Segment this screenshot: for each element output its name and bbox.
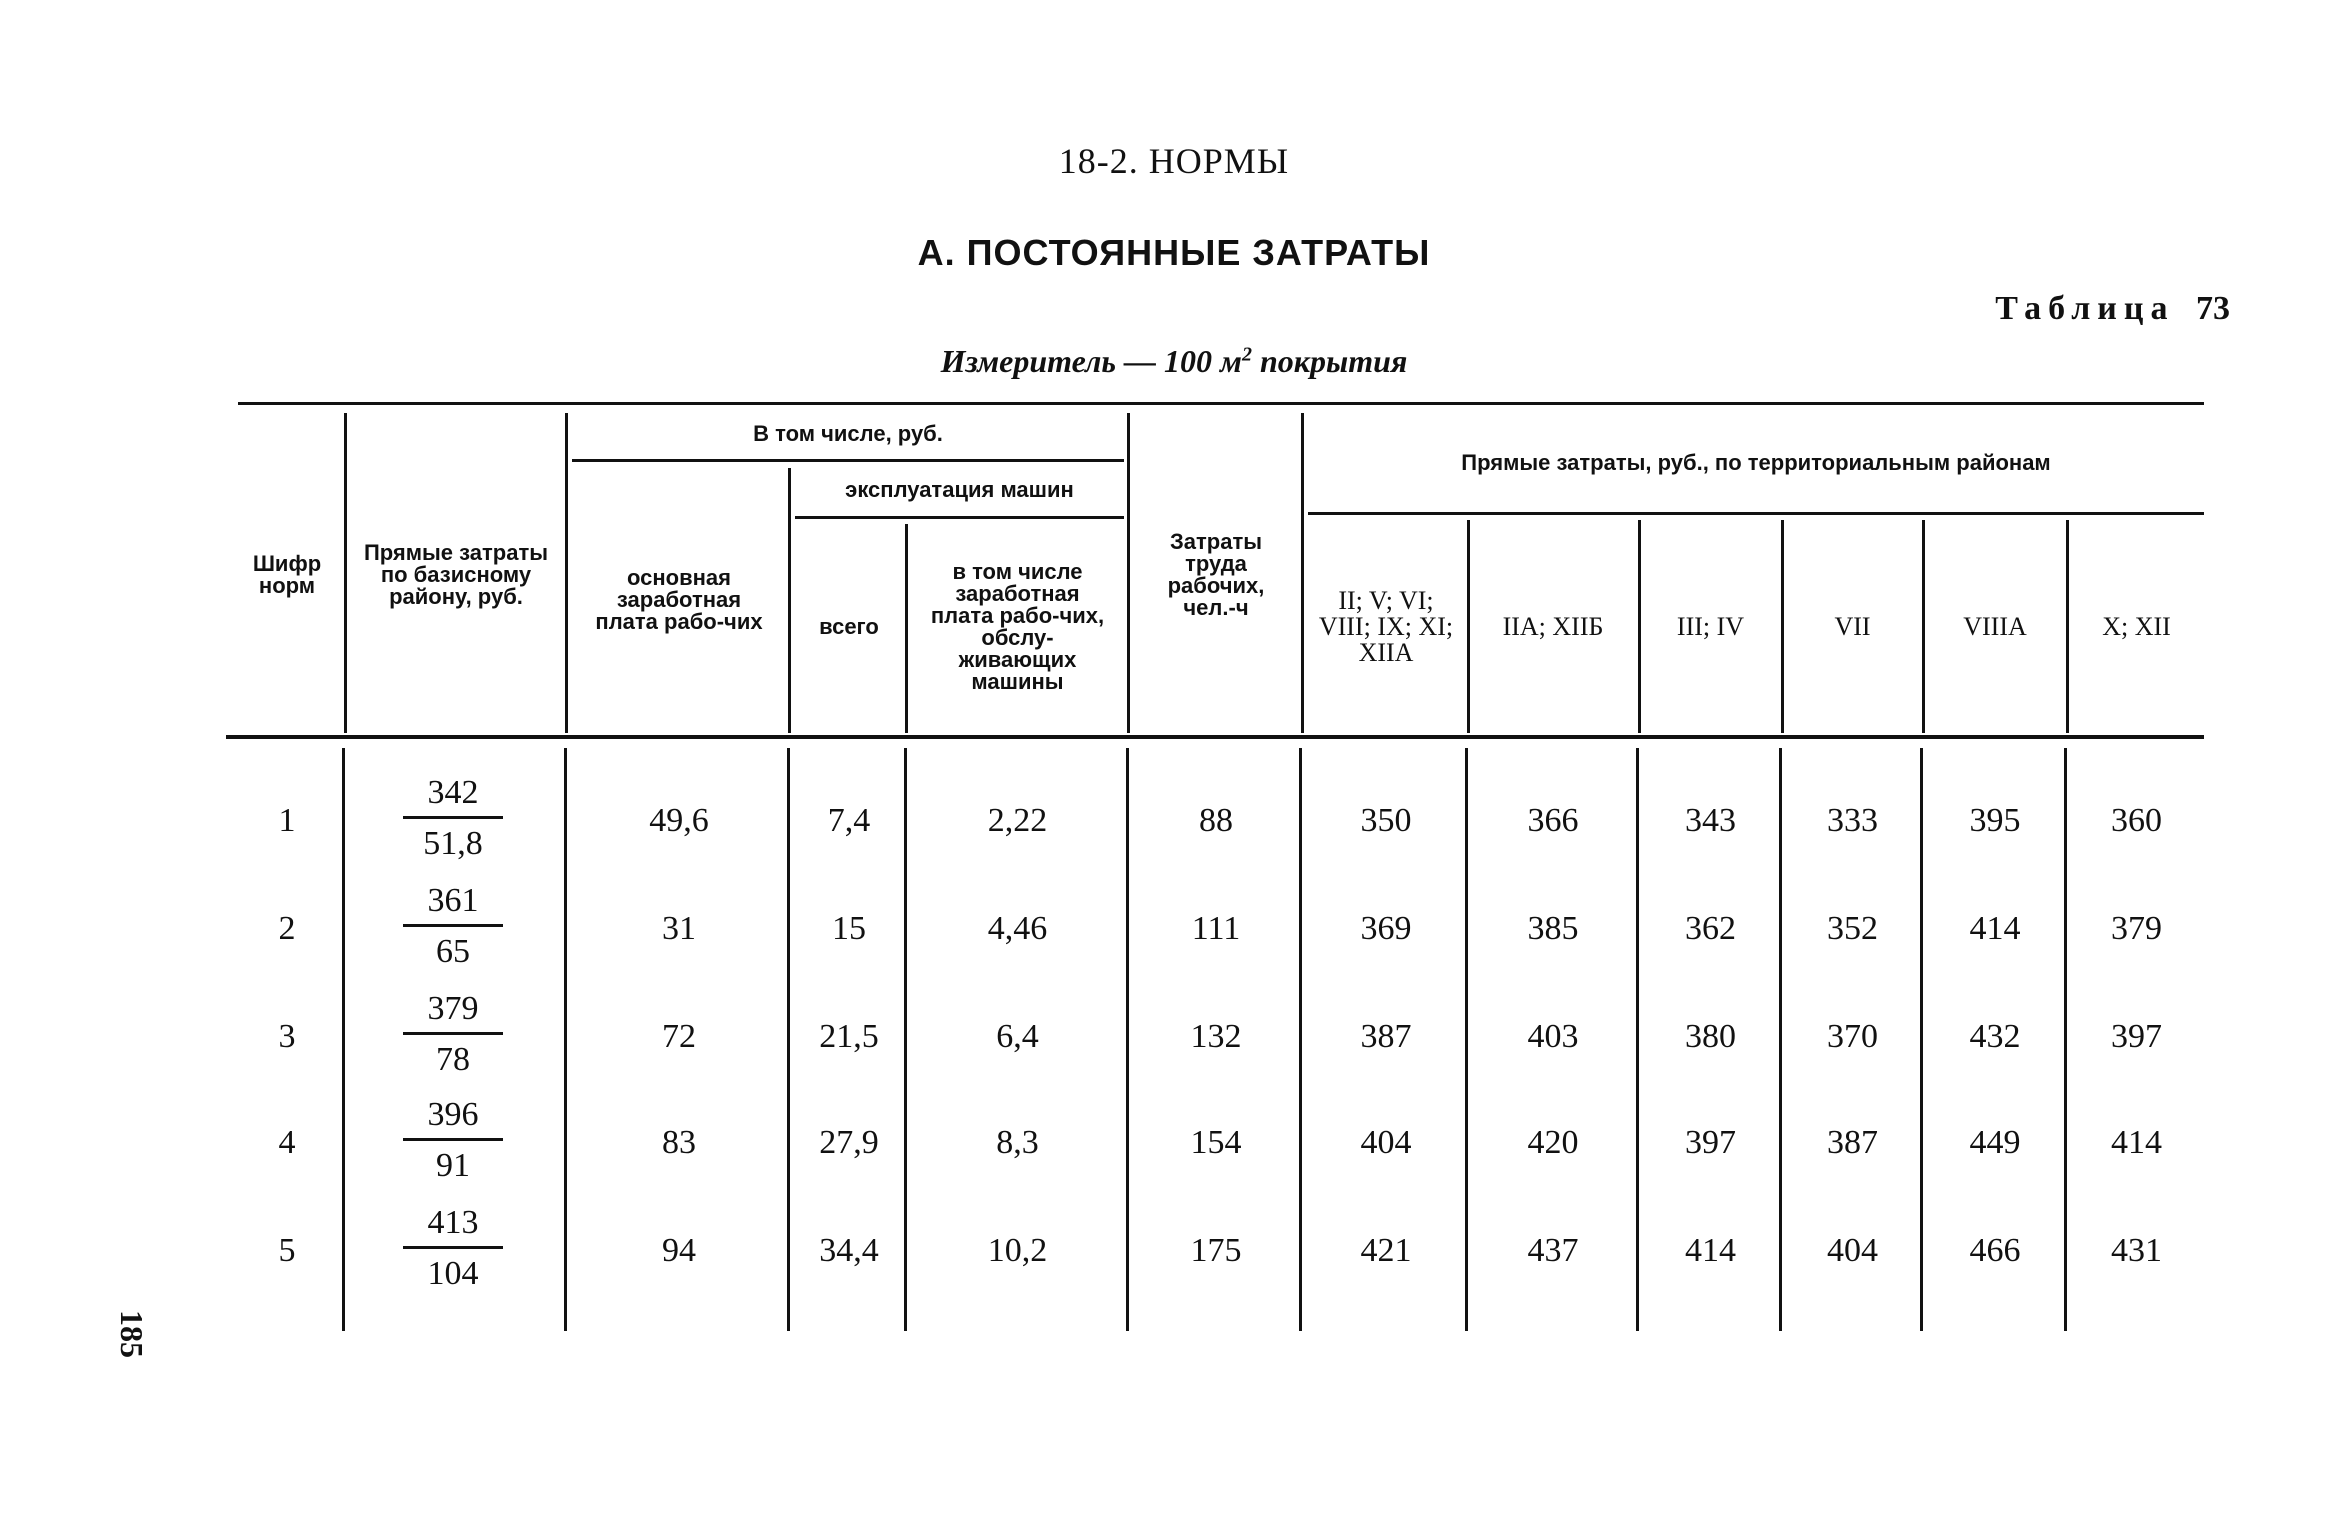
- body-vline: [342, 748, 345, 1331]
- row-code: 5: [278, 1232, 296, 1269]
- row-code: 1: [278, 802, 296, 839]
- header-labor: Затраты труда рабочих, чел.-ч: [1167, 529, 1265, 620]
- direct-base-fraction: [403, 986, 503, 1081]
- section-title: 18-2. НОРМЫ: [1058, 141, 1290, 181]
- direct-base-top: 379: [403, 986, 503, 1035]
- measure-unit: [0, 343, 2348, 380]
- region-value: 397: [1685, 1124, 1736, 1161]
- region-value: 395: [1969, 802, 2021, 839]
- body-vline: [904, 748, 907, 1331]
- region-value: 333: [1827, 802, 1878, 839]
- header-region-2: IIА; XIIБ: [1502, 612, 1604, 641]
- labor-hours: 175: [1190, 1232, 1242, 1269]
- header-region-5: VIIIА: [1963, 612, 2027, 641]
- region-value: 350: [1360, 802, 1412, 839]
- region-value: 352: [1827, 910, 1878, 947]
- region-value: 387: [1360, 1018, 1412, 1055]
- region-value: 404: [1827, 1232, 1878, 1269]
- machine-total: 27,9: [819, 1124, 879, 1161]
- header-vline: [788, 468, 791, 733]
- region-value: 421: [1360, 1232, 1412, 1269]
- header-region-6: X; XII: [2102, 612, 2171, 641]
- header-total: всего: [819, 614, 879, 639]
- labor-hours: 154: [1190, 1124, 1242, 1161]
- labor-hours: 132: [1190, 1018, 1242, 1055]
- basic-wage: 94: [662, 1232, 696, 1269]
- region-value: 385: [1527, 910, 1579, 947]
- direct-base-fraction: [403, 878, 503, 973]
- region-value: 414: [1969, 910, 2021, 947]
- region-value: 420: [1527, 1124, 1579, 1161]
- region-value: 404: [1360, 1124, 1412, 1161]
- header-basic-wage: основная заработная плата рабо-чих: [595, 565, 763, 634]
- direct-base-fraction: [403, 1200, 503, 1295]
- body-vline: [787, 748, 790, 1331]
- header-region-1: II; V; VI; VIII; IX; XI; XIIА: [1318, 586, 1454, 667]
- machine-wage: 10,2: [987, 1232, 1048, 1269]
- machine-total: 7,4: [827, 802, 871, 839]
- header-machine-ops: эксплуатация машин: [845, 477, 1074, 502]
- direct-base-top: 413: [403, 1200, 503, 1249]
- direct-base-top: 342: [403, 770, 503, 819]
- region-value: 414: [1685, 1232, 1736, 1269]
- table-label-word: Таблица: [1995, 290, 2175, 327]
- basic-wage: 83: [662, 1124, 696, 1161]
- region-value: 414: [2111, 1124, 2162, 1161]
- machine-total: 21,5: [819, 1018, 879, 1055]
- region-value: 449: [1969, 1124, 2021, 1161]
- machine-wage: 2,22: [987, 802, 1048, 839]
- basic-wage: 31: [662, 910, 696, 947]
- machine-wage: 4,46: [987, 910, 1048, 947]
- region-value: 366: [1527, 802, 1579, 839]
- region-value: 437: [1527, 1232, 1579, 1269]
- body-vline: [1636, 748, 1639, 1331]
- table-top-rule: [238, 402, 2204, 405]
- region-value: 432: [1969, 1018, 2021, 1055]
- header-code: Шифр норм: [252, 551, 322, 598]
- region-value: 403: [1527, 1018, 1579, 1055]
- header-bottom-rule: [226, 735, 2204, 739]
- subsection-title: А. ПОСТОЯННЫЕ ЗАТРАТЫ: [917, 232, 1431, 273]
- direct-base-bottom: 91: [436, 1147, 470, 1184]
- direct-base-bottom: 65: [436, 933, 470, 970]
- machine-wage: 6,4: [996, 1018, 1039, 1055]
- direct-base-fraction: [403, 770, 503, 865]
- header-incl-wage: в том числе заработная плата рабо-чих, обслу-живающих машины: [930, 559, 1105, 694]
- measure-suffix: покрытия: [1251, 343, 1408, 379]
- row-code: 3: [278, 1018, 296, 1055]
- header-vline: [1301, 413, 1304, 733]
- region-value: 343: [1685, 802, 1736, 839]
- machine-ops-underline: [795, 516, 1124, 519]
- region-value: 380: [1685, 1018, 1736, 1055]
- direct-base-bottom: 104: [427, 1255, 479, 1292]
- direct-base-fraction: [403, 1092, 503, 1187]
- row-code: 4: [278, 1124, 296, 1161]
- body-vline: [564, 748, 567, 1331]
- header-direct-base: Прямые затраты по базисному району, руб.: [363, 540, 549, 609]
- region-value: 369: [1360, 910, 1412, 947]
- region-value: 466: [1969, 1232, 2021, 1269]
- direct-base-top: 361: [403, 878, 503, 927]
- measure-text: Измеритель — 100 м: [940, 343, 1242, 379]
- regional-underline: [1308, 512, 2204, 515]
- header-including: В том числе, руб.: [753, 421, 943, 446]
- row-code: 2: [278, 910, 296, 947]
- labor-hours: 88: [1199, 802, 1233, 839]
- table-label: [1995, 290, 2230, 328]
- header-vline: [565, 413, 568, 733]
- region-value: 397: [2111, 1018, 2162, 1055]
- table-number: 73: [2196, 290, 2230, 327]
- header-regional: Прямые затраты, руб., по территориальным районам: [1461, 450, 2051, 475]
- region-value: 370: [1827, 1018, 1878, 1055]
- header-vline: [1127, 413, 1130, 733]
- machine-total: 15: [832, 910, 866, 947]
- region-value: 360: [2111, 802, 2162, 839]
- region-value: 379: [2111, 910, 2162, 947]
- header-region-3: III; IV: [1676, 612, 1745, 641]
- labor-hours: 111: [1191, 910, 1241, 947]
- machine-wage: 8,3: [996, 1124, 1039, 1161]
- including-underline: [572, 459, 1124, 462]
- region-value: 362: [1685, 910, 1736, 947]
- direct-base-top: 396: [403, 1092, 503, 1141]
- header-vline: [344, 413, 347, 733]
- page-number: 185: [114, 1310, 150, 1358]
- region-value: 431: [2111, 1232, 2162, 1269]
- basic-wage: 72: [662, 1018, 696, 1055]
- machine-total: 34,4: [819, 1232, 879, 1269]
- header-region-4: VII: [1834, 612, 1871, 641]
- basic-wage: 49,6: [649, 802, 709, 839]
- header-vline: [905, 524, 908, 733]
- direct-base-bottom: 78: [436, 1041, 470, 1078]
- direct-base-bottom: 51,8: [423, 825, 483, 862]
- measure-superscript: 2: [1241, 343, 1252, 366]
- body-vline: [1126, 748, 1129, 1331]
- region-value: 387: [1827, 1124, 1878, 1161]
